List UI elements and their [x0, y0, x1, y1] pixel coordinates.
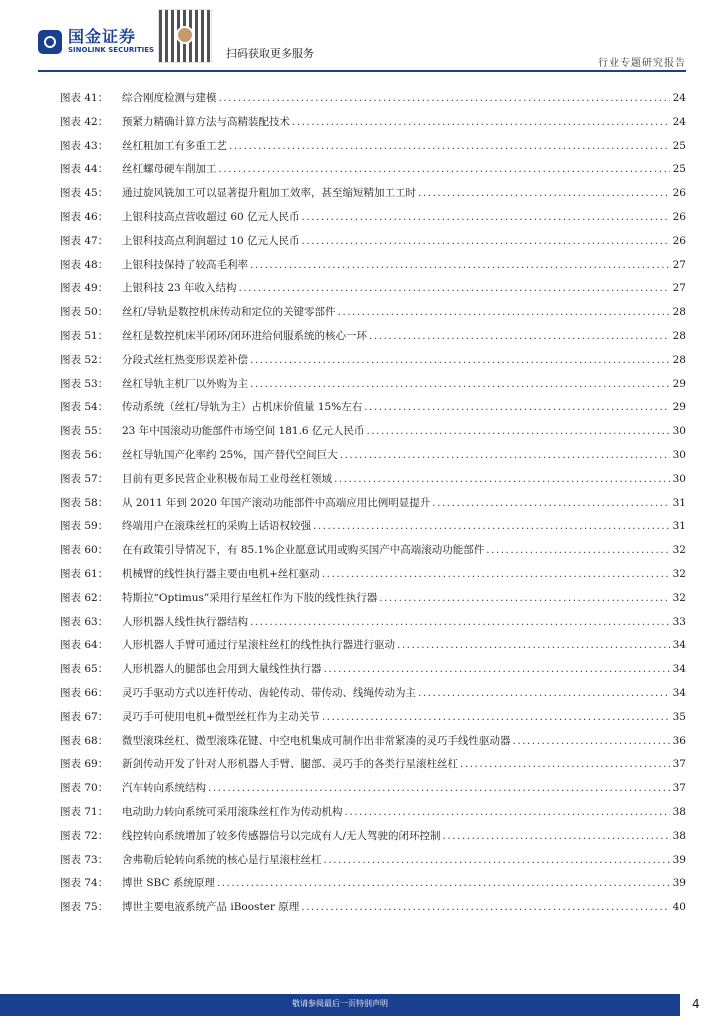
toc-entry-page: 36	[672, 734, 686, 747]
toc-entry-page: 28	[672, 353, 686, 366]
toc-entry-leader	[229, 139, 670, 153]
toc-entry[interactable]	[60, 305, 686, 329]
toc-entry-leader	[432, 496, 670, 510]
toc-entry[interactable]	[60, 710, 686, 734]
toc-entry-page: 24	[672, 92, 686, 104]
toc-entry-label: 图表 52：	[60, 353, 109, 366]
toc-entry-leader	[324, 662, 671, 676]
toc-entry[interactable]	[60, 234, 686, 258]
brand-name-en: SINOLINK SECURITIES	[68, 46, 155, 54]
toc-entry[interactable]	[60, 757, 686, 781]
toc-entry-page: 37	[672, 758, 686, 771]
toc-entry-label: 图表 57：	[60, 472, 109, 485]
toc-entry[interactable]	[60, 543, 686, 567]
toc-entry[interactable]	[60, 472, 686, 496]
toc-entry[interactable]	[60, 781, 686, 805]
toc-entry-page: 33	[672, 615, 686, 628]
toc-entry-title: 在有政策引导情况下，有 85.1%企业愿意试用或购买国产中高端滚动功能部件	[122, 544, 485, 557]
toc-entry-leader	[345, 805, 671, 819]
toc-entry-page: 35	[672, 710, 686, 723]
toc-entry-page: 25	[672, 163, 686, 176]
toc-entry-label: 图表 53：	[60, 377, 109, 390]
toc-entry[interactable]	[60, 615, 686, 639]
toc-entry-page: 29	[672, 401, 686, 414]
toc-entry-page: 40	[672, 901, 686, 914]
toc-entry-label: 图表 73：	[60, 853, 109, 866]
toc-entry-title: 综合刚度检测与建模	[122, 92, 217, 104]
toc-entry-page: 34	[672, 686, 686, 699]
toc-entry-page: 32	[672, 591, 686, 604]
toc-entry-label: 图表 49：	[60, 282, 109, 295]
toc-entry[interactable]	[60, 686, 686, 710]
toc-entry[interactable]	[60, 591, 686, 615]
toc-entry-title: 通过旋风铣加工可以显著提升粗加工效率，甚至缩短精加工工时	[122, 187, 416, 200]
toc-entry-label: 图表 50：	[60, 306, 109, 319]
toc-entry-label: 图表 72：	[60, 829, 109, 842]
toc-entry-title: 人形机器人手臂可通过行星滚柱丝杠的线性执行器进行驱动	[122, 639, 395, 652]
toc-entry[interactable]	[60, 139, 686, 163]
toc-entry[interactable]	[60, 258, 686, 282]
toc-entry[interactable]	[60, 519, 686, 543]
toc-entry-page: 37	[672, 782, 686, 795]
toc-entry[interactable]	[60, 91, 686, 115]
toc-entry-label: 图表 45：	[60, 187, 109, 200]
toc-entry-label: 图表 46：	[60, 210, 109, 223]
toc-entry-leader	[250, 258, 670, 272]
toc-entry[interactable]	[60, 353, 686, 377]
table-of-figures	[60, 91, 686, 924]
toc-entry[interactable]	[60, 900, 686, 924]
toc-entry-page: 32	[672, 567, 686, 580]
qr-center-avatar	[176, 26, 194, 44]
toc-entry-leader	[292, 115, 670, 129]
toc-entry-page: 31	[672, 496, 686, 509]
toc-entry-title: 从 2011 年到 2020 年国产滚动功能部件中高端应用比例明显提升	[122, 496, 431, 509]
page-number: 4	[692, 997, 700, 1011]
toc-entry-page: 28	[672, 329, 686, 342]
toc-entry-title: 预紧力精确计算方法与高精装配技术	[122, 115, 290, 128]
toc-entry-leader	[418, 686, 670, 700]
toc-entry-page: 34	[672, 663, 686, 676]
toc-entry-leader	[379, 591, 670, 605]
toc-entry-title: 舍弗勒后轮转向系统的核心是行星滚柱丝杠	[122, 853, 322, 866]
toc-entry[interactable]	[60, 448, 686, 472]
toc-entry-page: 24	[672, 115, 686, 128]
toc-entry-label: 图表 59：	[60, 520, 109, 533]
report-type-label: 行业专题研究报告	[598, 58, 686, 69]
toc-entry-page: 26	[672, 210, 686, 223]
toc-entry-title: 传动系统（丝杠/导轨为主）占机床价值量 15%左右	[122, 401, 363, 414]
toc-entry-page: 34	[672, 639, 686, 652]
toc-entry-leader	[513, 734, 671, 748]
toc-entry-label: 图表 42：	[60, 115, 109, 128]
toc-entry-label: 图表 55：	[60, 425, 109, 438]
toc-entry-title: 人形机器人线性执行器结构	[122, 615, 248, 628]
toc-entry-leader	[443, 829, 670, 843]
toc-entry-label: 图表 75：	[60, 901, 109, 914]
toc-entry-label: 图表 43：	[60, 139, 109, 152]
toc-entry-title: 博世主要电液系统产品 iBooster 原理	[122, 901, 300, 914]
toc-entry-leader	[250, 615, 670, 629]
toc-entry-leader	[340, 448, 670, 462]
toc-entry-leader	[239, 281, 670, 295]
toc-entry-label: 图表 66：	[60, 686, 109, 699]
toc-entry-page: 38	[672, 805, 686, 818]
toc-entry-title: 微型滚珠丝杠、微型滚珠花键、中空电机集成可制作出非常紧凑的灵巧手线性驱动器	[122, 734, 511, 747]
toc-entry[interactable]	[60, 853, 686, 877]
toc-entry[interactable]	[60, 876, 686, 900]
toc-entry-leader	[219, 91, 671, 105]
toc-entry[interactable]	[60, 115, 686, 139]
toc-entry[interactable]	[60, 496, 686, 520]
toc-entry-leader	[460, 757, 670, 771]
toc-entry-label: 图表 65：	[60, 663, 109, 676]
toc-entry-title: 上银科技高点利润超过 10 亿元人民币	[122, 234, 300, 247]
toc-entry[interactable]	[60, 400, 686, 424]
toc-entry[interactable]	[60, 186, 686, 210]
toc-entry-leader	[217, 876, 670, 890]
toc-entry-title: 汽车转向系统结构	[122, 782, 206, 795]
toc-entry[interactable]	[60, 734, 686, 758]
toc-entry[interactable]	[60, 567, 686, 591]
toc-entry-title: 博世 SBC 系统原理	[122, 877, 215, 890]
toc-entry-page: 30	[672, 472, 686, 485]
toc-entry-leader	[250, 377, 670, 391]
toc-entry-label: 图表 69：	[60, 758, 109, 771]
toc-entry-title: 上银科技高点营收超过 60 亿元人民币	[122, 210, 300, 223]
toc-entry-title: 丝杠是数控机床半闭环/闭环进给伺服系统的核心一环	[122, 329, 368, 342]
logo-mark-icon	[38, 30, 62, 54]
toc-entry-leader	[397, 638, 670, 652]
toc-entry-page: 32	[672, 544, 686, 557]
footer-disclaimer: 敬请参阅最后一页特别声明	[292, 999, 388, 1008]
toc-entry-label: 图表 44：	[60, 163, 109, 176]
toc-entry-page: 30	[672, 425, 686, 438]
toc-entry-label: 图表 58：	[60, 496, 109, 509]
toc-entry[interactable]	[60, 162, 686, 186]
toc-entry-label: 图表 41：	[60, 92, 109, 104]
toc-entry-label: 图表 60：	[60, 544, 109, 557]
toc-entry-title: 丝杠导轨主机厂以外购为主	[122, 377, 248, 390]
toc-entry-title: 丝杠粗加工有多重工艺	[122, 139, 227, 152]
toc-entry-label: 图表 68：	[60, 734, 109, 747]
toc-entry-leader	[334, 472, 670, 486]
toc-entry-leader	[364, 400, 670, 414]
footer-bar	[0, 994, 680, 1016]
toc-entry-title: 人形机器人的腿部也会用到大量线性执行器	[122, 663, 322, 676]
toc-entry-leader	[301, 900, 670, 914]
qr-caption: 扫码获取更多服务	[226, 47, 314, 60]
toc-entry-page: 39	[672, 877, 686, 890]
toc-entry-title: 上银科技 23 年收入结构	[122, 282, 237, 295]
toc-entry[interactable]	[60, 210, 686, 234]
logo-text	[68, 28, 154, 55]
toc-entry-title: 丝杠螺母硬车削加工	[122, 163, 217, 176]
toc-entry-page: 27	[672, 282, 686, 295]
sinolink-logo	[38, 28, 154, 55]
toc-entry-title: 上银科技保持了较高毛利率	[122, 258, 248, 271]
toc-entry-label: 图表 48：	[60, 258, 109, 271]
toc-entry[interactable]	[60, 424, 686, 448]
toc-entry-leader	[302, 210, 670, 224]
toc-entry-label: 图表 54：	[60, 401, 109, 414]
toc-entry-label: 图表 74：	[60, 877, 109, 890]
toc-entry-title: 线控转向系统增加了较多传感器信号以完成有人/无人驾驶的闭环控制	[122, 829, 441, 842]
toc-entry-label: 图表 64：	[60, 639, 109, 652]
toc-entry[interactable]	[60, 805, 686, 829]
header-divider	[38, 70, 686, 72]
toc-entry-title: 机械臂的线性执行器主要由电机+丝杠驱动	[122, 567, 320, 580]
toc-entry-label: 图表 47：	[60, 234, 109, 247]
toc-entry-page: 27	[672, 258, 686, 271]
toc-entry-page: 25	[672, 139, 686, 152]
toc-entry-leader	[324, 853, 671, 867]
toc-entry-label: 图表 70：	[60, 782, 109, 795]
toc-entry[interactable]	[60, 281, 686, 305]
toc-entry[interactable]	[60, 377, 686, 401]
toc-entry-leader	[366, 424, 670, 438]
toc-entry-page: 38	[672, 829, 686, 842]
toc-entry-label: 图表 51：	[60, 329, 109, 342]
toc-entry-title: 灵巧手可使用电机+微型丝杠作为主动关节	[122, 710, 320, 723]
toc-entry[interactable]	[60, 829, 686, 853]
toc-entry-label: 图表 61：	[60, 567, 109, 580]
toc-entry-leader	[418, 186, 670, 200]
toc-entry-leader	[322, 710, 670, 724]
toc-entry-label: 图表 67：	[60, 710, 109, 723]
toc-entry-title: 特斯拉“Optimus”采用行星丝杠作为下肢的线性执行器	[122, 591, 378, 604]
toc-entry-title: 丝杠导轨国产化率约 25%，国产替代空间巨大	[122, 448, 338, 461]
toc-entry-title: 分段式丝杠热变形误差补偿	[122, 353, 248, 366]
toc-entry-page: 29	[672, 377, 686, 390]
toc-entry-title: 目前有更多民营企业积极布局工业母丝杠领域	[122, 472, 332, 485]
toc-entry[interactable]	[60, 662, 686, 686]
toc-entry-label: 图表 63：	[60, 615, 109, 628]
toc-entry[interactable]	[60, 329, 686, 353]
toc-entry-label: 图表 56：	[60, 448, 109, 461]
page-header	[0, 0, 724, 70]
toc-entry-leader	[486, 543, 670, 557]
toc-entry-title: 新剑传动开发了针对人形机器人手臂、腿部、灵巧手的各类行星滚柱丝杠	[122, 758, 458, 771]
page-footer	[0, 994, 724, 1024]
toc-entry-leader	[219, 162, 671, 176]
toc-entry-label: 图表 71：	[60, 805, 109, 818]
toc-entry-leader	[302, 234, 670, 248]
toc-entry-page: 26	[672, 234, 686, 247]
toc-entry-title: 电动助力转向系统可采用滚珠丝杠作为传动机构	[122, 805, 343, 818]
toc-entry-title: 终端用户在滚珠丝杠的采购上话语权较强	[122, 520, 311, 533]
toc-entry-page: 28	[672, 306, 686, 319]
toc-entry-leader	[313, 519, 670, 533]
toc-entry[interactable]	[60, 638, 686, 662]
toc-entry-leader	[369, 329, 670, 343]
brand-name-cn: 国金证券	[68, 27, 137, 46]
toc-entry-title: 丝杠/导轨是数控机床传动和定位的关键零部件	[122, 306, 336, 319]
toc-entry-title: 灵巧手驱动方式以连杆传动、齿轮传动、带传动、线绳传动为主	[122, 686, 416, 699]
toc-entry-leader	[250, 353, 670, 367]
toc-entry-title: 23 年中国滚动功能部件市场空间 181.6 亿元人民币	[122, 425, 365, 438]
toc-entry-leader	[338, 305, 670, 319]
toc-entry-leader	[322, 567, 670, 581]
toc-entry-leader	[208, 781, 670, 795]
toc-entry-page: 26	[672, 187, 686, 200]
toc-entry-page: 30	[672, 448, 686, 461]
toc-entry-label: 图表 62：	[60, 591, 109, 604]
toc-entry-page: 39	[672, 853, 686, 866]
toc-entry-page: 31	[672, 520, 686, 533]
